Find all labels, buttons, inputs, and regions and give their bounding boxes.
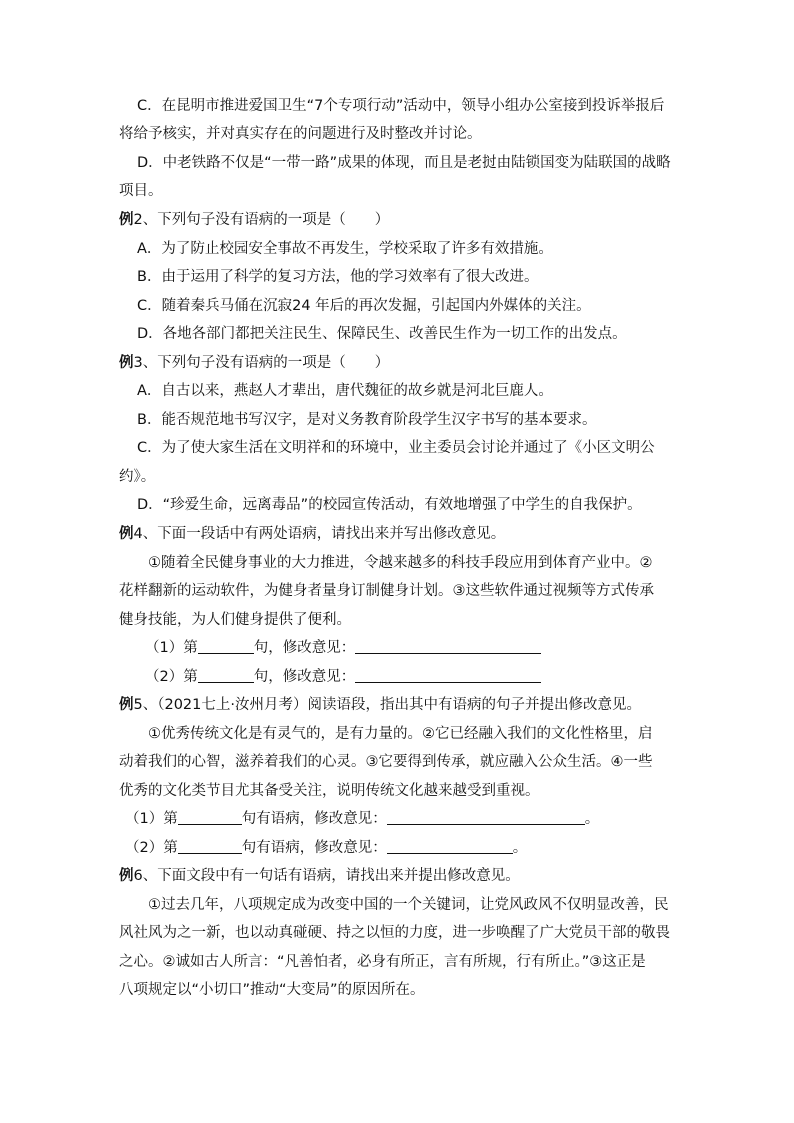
revision-blank[interactable] bbox=[355, 668, 541, 683]
q4-answer-1 bbox=[145, 638, 705, 658]
q3-option-a: A．自古以来，燕赵人才辈出，唐代魏征的故乡就是河北巨鹿人。 bbox=[137, 383, 553, 399]
q3-option-c-line-2: 约》。 bbox=[119, 469, 156, 485]
question-3-text: 3、下列句子没有语病的一项是（ ） bbox=[133, 355, 390, 371]
q3-option-d: D．“珍爱生命，远离毒品”的校园宣传活动，有效地增强了中学生的自我保护。 bbox=[137, 497, 642, 513]
question-4-title bbox=[119, 524, 679, 544]
revision-blank[interactable] bbox=[387, 810, 585, 825]
sentence-number-blank[interactable] bbox=[178, 810, 242, 825]
q5-passage-line-3: 优秀的文化类节目尤其备受关注，说明传统文化越来越受到重视。 bbox=[119, 783, 540, 799]
q4-passage-line-1: ①随着全民健身事业的大力推进，令越来越多的科技手段应用到体育产业中。② bbox=[148, 555, 653, 571]
question-2-title bbox=[119, 210, 679, 230]
q5-passage-line-2: 动着我们的心智，滋养着我们的心灵。③它要得到传承，就应融入公众生活。④一些 bbox=[119, 754, 653, 770]
q4-passage-line-3: 健身技能，为人们健身提供了便利。 bbox=[119, 612, 351, 628]
revision-blank[interactable] bbox=[387, 839, 513, 854]
q5-passage-line-1: ①优秀传统文化是有灵气的，是有力量的。②它已经融入我们的文化性格里，启 bbox=[148, 726, 653, 742]
q2-option-c: C．随着秦兵马俑在沉寂24 年后的再次发掘，引起国内外媒体的关注。 bbox=[137, 298, 591, 314]
q6-passage-line-3: 之心。②诚如古人所言：“凡善怕者，必身有所正，言有所规，行有所止。”③这正是 bbox=[119, 954, 646, 970]
question-4-text: 4、下面一段话中有两处语病，请找出来并写出修改意见。 bbox=[133, 526, 506, 542]
q4-passage-line-2: 花样翻新的运动软件，为健身者量身订制健身计划。③这些软件通过视频等方式传承 bbox=[119, 583, 654, 599]
q2-option-b: B．由于运用了科学的复习方法，他的学习效率有了很大改进。 bbox=[137, 269, 539, 285]
answer-mid-text: 句有语病，修改意见： bbox=[241, 811, 387, 827]
sentence-number-blank[interactable] bbox=[178, 839, 242, 854]
answer-prefix: （2）第 bbox=[125, 840, 178, 856]
q6-passage-line-2: 风社风为之一新，也以动真碰硬、持之以恒的力度，进一步唤醒了广大党员干部的敬畏 bbox=[119, 925, 670, 941]
option-d-line-2: 项目。 bbox=[119, 183, 163, 199]
revision-blank[interactable] bbox=[355, 639, 541, 654]
q3-option-c-line-1: C．为了使大家生活在文明祥和的环境中，业主委员会讨论并通过了《小区文明公 bbox=[137, 440, 655, 456]
q6-passage-line-1: ①过去几年，八项规定成为改变中国的一个关键词，让党风政风不仅明显改善，民 bbox=[148, 897, 669, 913]
q3-option-b: B．能否规范地书写汉字，是对义务教育阶段学生汉字书写的基本要求。 bbox=[137, 412, 597, 428]
answer-prefix: （2）第 bbox=[145, 669, 198, 685]
q2-option-d: D．各地各部门都把关注民生、保障民生、改善民生作为一切工作的出发点。 bbox=[137, 326, 627, 342]
sentence-number-blank[interactable] bbox=[198, 668, 254, 683]
question-5-text: 5、（2021七上·汝州月考）阅读语段，指出其中有语病的句子并提出修改意见。 bbox=[133, 697, 641, 713]
example-label: 例 bbox=[119, 697, 134, 713]
question-3-title bbox=[119, 353, 679, 373]
q2-option-a: A．为了防止校园安全事故不再发生，学校采取了许多有效措施。 bbox=[137, 241, 553, 257]
question-2-text: 2、下列句子没有语病的一项是（ ） bbox=[133, 212, 390, 228]
answer-mid-text: 句，修改意见： bbox=[253, 669, 356, 685]
question-6-text: 6、下面文段中有一句话有语病，请找出来并提出修改意见。 bbox=[133, 868, 520, 884]
q6-passage-line-4: 八项规定以“小切口”推动“大变局”的原因所在。 bbox=[119, 982, 425, 998]
q5-answer-1 bbox=[125, 809, 685, 829]
answer-prefix: （1）第 bbox=[145, 640, 198, 656]
answer-mid-text: 句，修改意见： bbox=[253, 640, 356, 656]
example-label: 例 bbox=[119, 212, 134, 228]
q5-answer-2 bbox=[125, 838, 685, 858]
answer-end-mark: 。 bbox=[584, 811, 600, 827]
answer-prefix: （1）第 bbox=[125, 811, 178, 827]
example-label: 例 bbox=[119, 526, 134, 542]
answer-mid-text: 句有语病，修改意见： bbox=[241, 840, 387, 856]
option-d-line-1: D．中老铁路不仅是“一带一路”成果的体现，而且是老挝由陆锁国变为陆联国的战略 bbox=[137, 155, 671, 171]
answer-end-mark: 。 bbox=[512, 840, 528, 856]
option-c-line-2: 将给予核实，并对真实存在的问题进行及时整改并讨论。 bbox=[119, 126, 482, 142]
example-label: 例 bbox=[119, 868, 134, 884]
example-label: 例 bbox=[119, 355, 134, 371]
q4-answer-2 bbox=[145, 667, 705, 687]
option-c-line-1: C．在昆明市推进爱国卫生“7个专项行动”活动中，领导小组办公室接到投诉举报后 bbox=[137, 98, 665, 114]
question-5-title bbox=[119, 695, 679, 715]
sentence-number-blank[interactable] bbox=[198, 639, 254, 654]
question-6-title bbox=[119, 866, 679, 886]
